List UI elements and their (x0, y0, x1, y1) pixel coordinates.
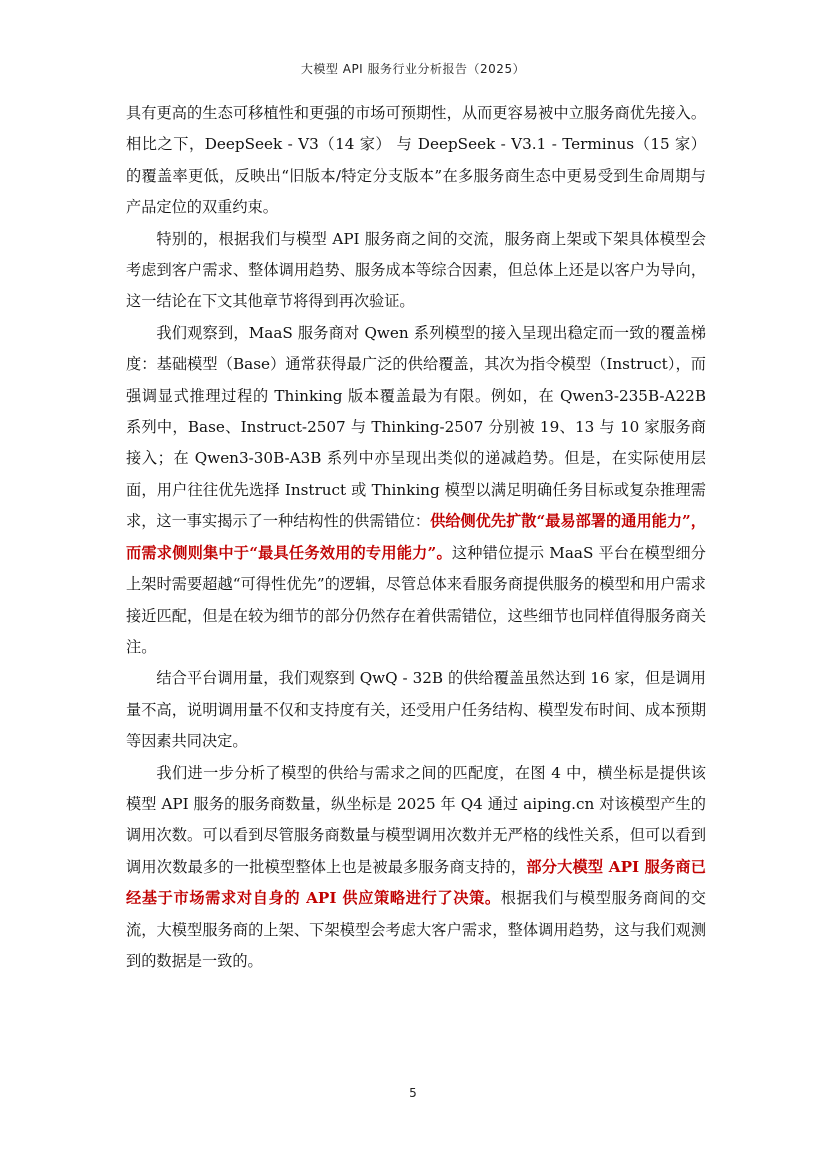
highlighted-text: 供给侧优先扩散“最易部署的通用能力”，而需求侧则集中于“最具任务效用的专用能力”。 (126, 512, 706, 562)
text-run: 我们进一步分析了模型的供给与需求之间的匹配度，在图 4 中，横坐标是提供该模型 API 服务的服务商数量，纵坐标是 2025 年 Q4 通过 aiping.cn 对该模型产生的调用次数。可以看到尽管服务商数量与模型调用次数并无严格的线性关系，但可以看到调用次数最多的一批模型整体上也是被最多服务商支持的， (126, 763, 706, 876)
paragraph (126, 758, 706, 978)
text-run: 具有更高的生态可移植性和更强的市场可预期性，从而更容易被中立服务商优先接入。相比之下，DeepSeek - V3（14 家） 与 DeepSeek - V3.1 - Terminus（15 家）的覆盖率更低，反映出“旧版本/特定分支版本”在多服务商生态中更易受到生命周期与产品定位的双重约束。 (126, 104, 706, 217)
text-run: 我们观察到，MaaS 服务商对 Qwen 系列模型的接入呈现出稳定而一致的覆盖梯度：基础模型（Base）通常获得最广泛的供给覆盖，其次为指令模型（Instruct），而强调显式推理过程的 Thinking 版本覆盖最为有限。例如，在 Qwen3-235B-A22B 系列中，Base、Instruct-2507 与 Thinking-2507 分别被 19、13 与 10 家服务商接入；在 Qwen3-30B-A3B 系列中亦呈现出类似的递减趋势。但是，在实际使用层面，用户往往优先选择 Instruct 或 Thinking 模型以满足明确任务目标或复杂推理需求，这一事实揭示了一种结构性的供需错位： (126, 323, 706, 531)
running-header: 大模型 API 服务行业分析报告（2025） (300, 62, 526, 76)
text-run: 根据我们与模型服务商间的交流，大模型服务商的上架、下架模型会考虑大客户需求，整体调用趋势，这与我们观测到的数据是一致的。 (126, 889, 706, 970)
body-text (126, 98, 706, 977)
paragraph (126, 224, 706, 318)
highlighted-text: 部分大模型 API 服务商已经基于市场需求对自身的 API 供应策略进行了决策。 (126, 857, 706, 908)
text-run: 特别的，根据我们与模型 API 服务商之间的交流，服务商上架或下架具体模型会考虑到客户需求、整体调用趋势、服务成本等综合因素，但总体上还是以客户为导向，这一结论在下文其他章节将得到再次验证。 (126, 229, 706, 311)
page-number: 5 (409, 1086, 417, 1100)
paragraph (126, 318, 706, 663)
paragraph (126, 98, 706, 224)
paragraph (126, 663, 706, 757)
text-run: 结合平台调用量，我们观察到 QwQ - 32B 的供给覆盖虽然达到 16 家，但是调用量不高，说明调用量不仅和支持度有关，还受用户任务结构、模型发布时间、成本预期等因素共同决定。 (126, 669, 706, 751)
text-run: 这种错位提示 MaaS 平台在模型细分上架时需要超越“可得性优先”的逻辑，尽管总体来看服务商提供服务的模型和用户需求接近匹配，但是在较为细节的部分仍然存在着供需错位，这些细节也同样值得服务商关注。 (126, 543, 706, 656)
